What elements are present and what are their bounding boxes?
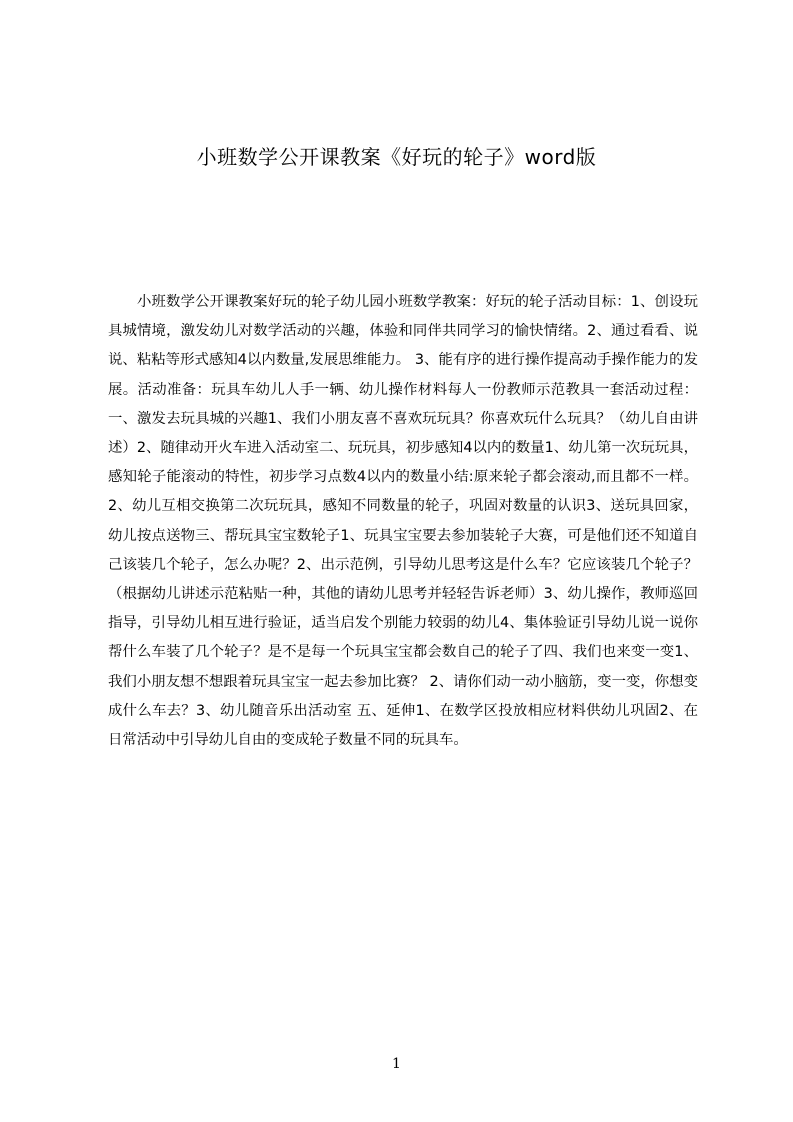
page-number: 1 <box>392 1056 401 1072</box>
document-title: 小班数学公开课教案《好玩的轮子》word版 <box>196 145 597 169</box>
document-body: 小班数学公开课教案好玩的轮子幼儿园小班数学教案：好玩的轮子活动目标：1、创设玩具城情境，激发幼儿对数学活动的兴趣，体验和同伴共同学习的愉快情绪。2、通过看看、说说、粘粘等形式感知4以内数量,发展思维能力。 3、能有序的进行操作提高动手操作能力的发展。活动准备：玩具车幼儿人手一辆、幼儿操作材料每人一份教师示范教具一套活动过程：一、激发去玩具城的兴趣1、我们小朋友喜不喜欢玩玩具？你喜欢玩什么玩具？（幼儿自由讲述）2、随律动开火车进入活动室二、玩玩具，初步感知4以内的数量1、幼儿第一次玩玩具，感知轮子能滚动的特性，初步学习点数4以内的数量小结:原来轮子都会滚动,而且都不一样。 2、幼儿互相交换第二次玩玩具，感知不同数量的轮子，巩固对数量的认识3、送玩具回家，幼儿按点送物三、帮玩具宝宝数轮子1、玩具宝宝要去参加装轮子大赛，可是他们还不知道自己该装几个轮子，怎么办呢？2、出示范例，引导幼儿思考这是什么车？它应该装几个轮子？（根据幼儿讲述示范粘贴一种，其他的请幼儿思考并轻轻告诉老师）3、幼儿操作，教师巡回指导，引导幼儿相互进行验证，适当启发个别能力较弱的幼儿4、集体验证引导幼儿说一说你帮什么车装了几个轮子？是不是每一个玩具宝宝都会数自己的轮子了四、我们也来变一变1、我们小朋友想不想跟着玩具宝宝一起去参加比赛？ 2、请你们动一动小脑筋，变一变，你想变成什么车去？3、幼儿随音乐出活动室 五、延伸1、在数学区投放相应材料供幼儿巩固2、在日常活动中引导幼儿自由的变成轮子数量不同的玩具车。 <box>108 294 698 749</box>
